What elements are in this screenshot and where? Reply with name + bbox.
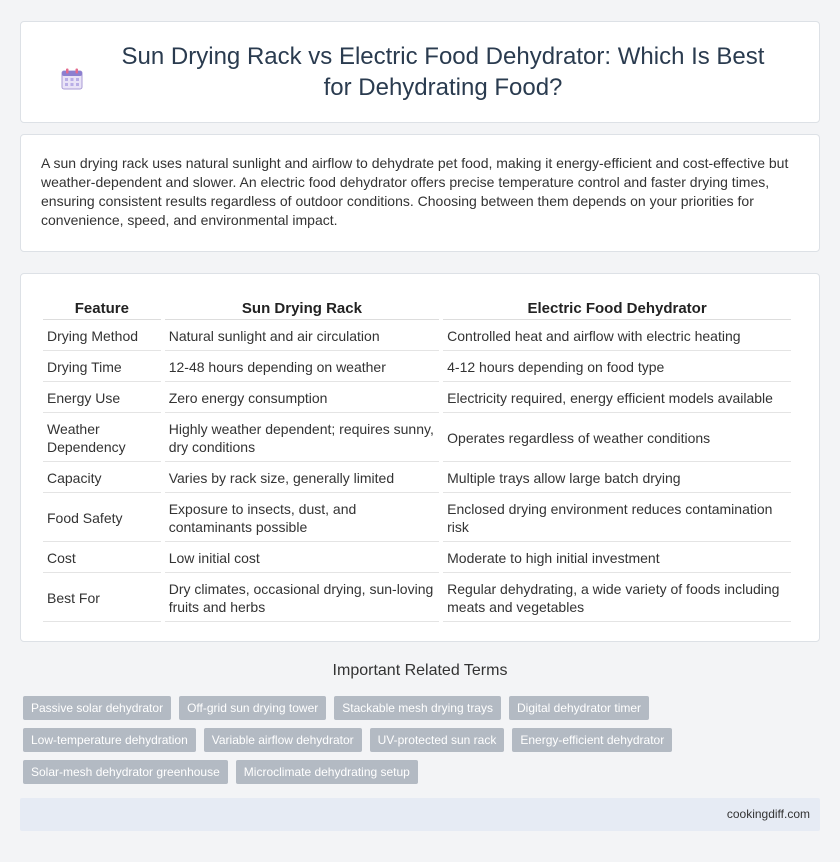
cell-sun: Varies by rack size, generally limited — [165, 464, 439, 493]
cell-sun: Zero energy consumption — [165, 384, 439, 413]
cell-sun: Dry climates, occasional drying, sun-loving fruits and herbs — [165, 575, 439, 622]
cell-feature: Best For — [43, 575, 161, 622]
title-card — [20, 21, 820, 123]
tag-uv-protected-sun-rack[interactable]: UV-protected sun rack — [370, 728, 505, 752]
cell-feature: Energy Use — [43, 384, 161, 413]
cell-feature: Drying Time — [43, 353, 161, 382]
cell-electric: 4-12 hours depending on food type — [443, 353, 791, 382]
cell-sun: Low initial cost — [165, 544, 439, 573]
calendar-icon — [60, 67, 84, 91]
cell-feature: Cost — [43, 544, 161, 573]
table-row — [43, 415, 791, 462]
comparison-table-card — [20, 273, 820, 642]
cell-feature: Food Safety — [43, 495, 161, 542]
cell-sun: 12-48 hours depending on weather — [165, 353, 439, 382]
cell-electric: Moderate to high initial investment — [443, 544, 791, 573]
related-terms-title: Important Related Terms — [332, 662, 508, 679]
tag-digital-dehydrator-timer[interactable]: Digital dehydrator timer — [509, 696, 649, 720]
cell-feature: Weather Dependency — [43, 415, 161, 462]
cell-sun: Highly weather dependent; requires sunny, dry conditions — [165, 415, 439, 462]
header-sun-drying-rack: Sun Drying Rack — [165, 296, 439, 320]
header-feature: Feature — [43, 296, 161, 320]
cell-feature: Drying Method — [43, 322, 161, 351]
tag-microclimate-dehydrating-setup[interactable]: Microclimate dehydrating setup — [236, 760, 418, 784]
tag-passive-solar-dehydrator[interactable]: Passive solar dehydrator — [23, 696, 171, 720]
cell-sun: Exposure to insects, dust, and contaminants possible — [165, 495, 439, 542]
table-row — [43, 322, 791, 351]
tag-row — [23, 696, 803, 720]
tag-row — [23, 728, 803, 752]
table-row — [43, 544, 791, 573]
cell-electric: Multiple trays allow large batch drying — [443, 464, 791, 493]
tag-energy-efficient-dehydrator[interactable]: Energy-efficient dehydrator — [512, 728, 672, 752]
tag-stackable-mesh-drying-trays[interactable]: Stackable mesh drying trays — [334, 696, 501, 720]
table-row — [43, 353, 791, 382]
table-header-row — [43, 296, 791, 320]
cell-feature: Capacity — [43, 464, 161, 493]
table-row — [43, 464, 791, 493]
tag-off-grid-sun-drying-tower[interactable]: Off-grid sun drying tower — [179, 696, 326, 720]
summary-card — [20, 134, 820, 252]
cell-electric: Regular dehydrating, a wide variety of foods including meats and vegetables — [443, 575, 791, 622]
comparison-table — [39, 294, 795, 624]
page-title: Sun Drying Rack vs Electric Food Dehydrator: Which Is Best for Dehydrating Food? — [121, 43, 765, 101]
cell-electric: Electricity required, energy efficient models available — [443, 384, 791, 413]
table-row — [43, 495, 791, 542]
summary-text: A sun drying rack uses natural sunlight and airflow to dehydrate pet food, making it energy-efficient and cost-effective but weather-dependent and slower. An electric food dehydrator offers precise temperature control and faster drying times, ensuring consistent results regardless of outdoor conditions. Choosing between them depends on your priorities for convenience, speed, and environmental impact. — [41, 155, 789, 228]
footer-site-link[interactable]: cookingdiff.com — [726, 807, 810, 821]
related-terms-tags — [23, 696, 803, 792]
cell-electric: Enclosed drying environment reduces contamination risk — [443, 495, 791, 542]
footer — [20, 798, 820, 831]
cell-sun: Natural sunlight and air circulation — [165, 322, 439, 351]
title-wrap — [60, 41, 780, 103]
table-row — [43, 575, 791, 622]
tag-row — [23, 760, 803, 784]
header-electric-dehydrator: Electric Food Dehydrator — [443, 296, 791, 320]
tag-low-temperature-dehydration[interactable]: Low-temperature dehydration — [23, 728, 196, 752]
tag-variable-airflow-dehydrator[interactable]: Variable airflow dehydrator — [204, 728, 362, 752]
cell-electric: Controlled heat and airflow with electric heating — [443, 322, 791, 351]
cell-electric: Operates regardless of weather conditions — [443, 415, 791, 462]
table-row — [43, 384, 791, 413]
tag-solar-mesh-dehydrator-greenhouse[interactable]: Solar-mesh dehydrator greenhouse — [23, 760, 228, 784]
